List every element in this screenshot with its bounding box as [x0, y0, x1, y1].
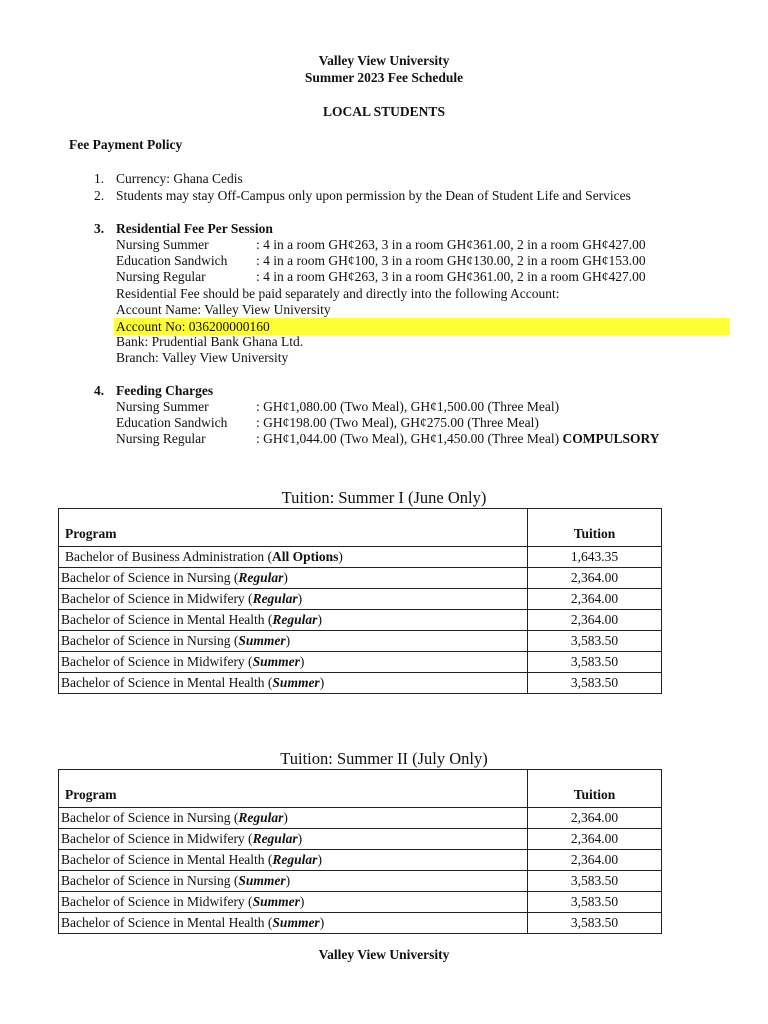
- policy-item-1: [94, 171, 243, 187]
- program-cell: [59, 808, 528, 829]
- program-cell: [59, 610, 528, 631]
- program-close: ): [317, 612, 322, 627]
- feeding-row-label: Nursing Regular: [116, 431, 206, 446]
- program-close: ): [319, 675, 325, 690]
- policy-item-number: 2.: [94, 188, 105, 203]
- table-row: [59, 871, 662, 892]
- program-cell: [59, 673, 528, 694]
- program-name: Bachelor of Science in Midwifery (: [61, 894, 253, 909]
- tuition-cell: 2,364.00: [528, 829, 662, 850]
- table-row: [59, 589, 662, 610]
- program-name: Bachelor of Science in Nursing (: [61, 570, 239, 585]
- program-option: Summer: [272, 675, 320, 690]
- feeding-row-label: Education Sandwich: [116, 415, 228, 430]
- branch-name: Branch: Valley View University: [116, 350, 289, 365]
- program-option: Summer: [272, 915, 320, 930]
- program-option: Regular: [238, 810, 284, 825]
- program-name: Bachelor of Science in Nursing (: [61, 810, 239, 825]
- program-close: ): [297, 831, 303, 846]
- program-cell: [59, 547, 528, 568]
- program-cell: [59, 850, 528, 871]
- program-close: ): [338, 549, 343, 564]
- program-option: Regular: [272, 612, 318, 627]
- program-cell: [59, 589, 528, 610]
- program-cell: [59, 568, 528, 589]
- residential-row-label: Nursing Regular: [116, 269, 206, 284]
- residential-heading: [94, 221, 273, 237]
- tuition-summer-1-title: Tuition: Summer I (June Only): [281, 488, 487, 507]
- program-option: Regular: [238, 570, 284, 585]
- footer-university: Valley View University: [318, 947, 450, 962]
- tuition-cell: 2,364.00: [528, 808, 662, 829]
- policy-item-2: [94, 188, 631, 204]
- residential-number: 3.: [94, 221, 105, 236]
- program-name: Bachelor of Science in Midwifery (: [61, 591, 253, 606]
- tuition-cell: 2,364.00: [528, 589, 662, 610]
- table-row: [59, 652, 662, 673]
- tuition-summer-2-title: Tuition: Summer II (July Only): [280, 749, 488, 768]
- residential-row-value: : 4 in a room GH¢263, 3 in a room GH¢361.00, 2 in a room GH¢427.00: [256, 269, 646, 284]
- table-header-row: [59, 509, 662, 547]
- program-close: ): [285, 873, 291, 888]
- program-name: Bachelor of Science in Mental Health (: [61, 612, 273, 627]
- tuition-cell: 3,583.50: [528, 871, 662, 892]
- table-row: [59, 808, 662, 829]
- table-row: [59, 547, 662, 568]
- program-option: Summer: [252, 894, 300, 909]
- program-option: Regular: [252, 591, 298, 606]
- residential-note: Residential Fee should be paid separately and directly into the following Account:: [116, 286, 560, 301]
- program-close: ): [285, 633, 291, 648]
- program-option: Summer: [252, 654, 300, 669]
- program-close: ): [299, 894, 305, 909]
- program-close: ): [283, 810, 288, 825]
- column-header-program: Program: [59, 770, 528, 808]
- feeding-row-label: Nursing Summer: [116, 399, 209, 414]
- tuition-cell: 3,583.50: [528, 631, 662, 652]
- program-close: ): [317, 852, 322, 867]
- tuition-cell: 2,364.00: [528, 568, 662, 589]
- policy-item-text: Currency: Ghana Cedis: [116, 171, 243, 186]
- policy-item-text: Students may stay Off-Campus only upon permission by the Dean of Student Life and Services: [116, 188, 631, 203]
- column-header-tuition: Tuition: [528, 770, 662, 808]
- table-row: [59, 673, 662, 694]
- feeding-row-value: : GH¢1,080.00 (Two Meal), GH¢1,500.00 (Three Meal): [256, 399, 560, 414]
- program-name: Bachelor of Science in Nursing (: [61, 633, 239, 648]
- feeding-number: 4.: [94, 383, 105, 398]
- account-number: Account No: 036200000160: [114, 318, 730, 335]
- program-cell: [59, 892, 528, 913]
- university-title: Valley View University: [318, 53, 450, 68]
- table-row: [59, 850, 662, 871]
- schedule-title: Summer 2023 Fee Schedule: [304, 70, 464, 85]
- program-name: Bachelor of Science in Midwifery (: [61, 654, 253, 669]
- program-cell: [59, 829, 528, 850]
- column-header-tuition: Tuition: [528, 509, 662, 547]
- program-name: Bachelor of Science in Mental Health (: [61, 675, 273, 690]
- tuition-summer-2-table: [58, 769, 662, 934]
- program-close: ): [283, 570, 288, 585]
- residential-row-label: Nursing Summer: [116, 237, 209, 252]
- program-option: Regular: [252, 831, 298, 846]
- table-row: [59, 892, 662, 913]
- program-cell: [59, 913, 528, 934]
- tuition-cell: 2,364.00: [528, 610, 662, 631]
- tuition-cell: 1,643.35: [528, 547, 662, 568]
- bank-name: Bank: Prudential Bank Ghana Ltd.: [116, 334, 304, 349]
- feeding-heading: [94, 383, 214, 399]
- tuition-cell: 3,583.50: [528, 673, 662, 694]
- program-close: ): [299, 654, 305, 669]
- column-header-program: Program: [59, 509, 528, 547]
- tuition-cell: 2,364.00: [528, 850, 662, 871]
- program-cell: [59, 652, 528, 673]
- table-row: [59, 568, 662, 589]
- table-row: [59, 610, 662, 631]
- program-option: All Options: [271, 549, 339, 564]
- table-header-row: [59, 770, 662, 808]
- tuition-cell: 3,583.50: [528, 652, 662, 673]
- tuition-cell: 3,583.50: [528, 892, 662, 913]
- program-close: ): [319, 915, 325, 930]
- table-row: [59, 631, 662, 652]
- residential-row-value: : 4 in a room GH¢100, 3 in a room GH¢130.00, 2 in a room GH¢153.00: [256, 253, 646, 268]
- policy-title: Fee Payment Policy: [69, 137, 183, 152]
- program-name: Bachelor of Business Administration (: [65, 549, 272, 564]
- feeding-row-value: [256, 431, 660, 447]
- program-option: Regular: [272, 852, 318, 867]
- account-name: Account Name: Valley View University: [116, 302, 331, 317]
- policy-item-number: 1.: [94, 171, 105, 186]
- residential-row-value: : 4 in a room GH¢263, 3 in a room GH¢361.00, 2 in a room GH¢427.00: [256, 237, 646, 252]
- tuition-cell: 3,583.50: [528, 913, 662, 934]
- tuition-summer-1-table: [58, 508, 662, 694]
- program-name: Bachelor of Science in Mental Health (: [61, 852, 273, 867]
- feeding-row-value: : GH¢198.00 (Two Meal), GH¢275.00 (Three Meal): [256, 415, 539, 430]
- program-option: Summer: [238, 873, 286, 888]
- program-option: Summer: [238, 633, 286, 648]
- table-row: [59, 913, 662, 934]
- residential-row-label: Education Sandwich: [116, 253, 228, 268]
- feeding-title: Feeding Charges: [116, 383, 214, 398]
- program-cell: [59, 631, 528, 652]
- program-cell: [59, 871, 528, 892]
- program-close: ): [297, 591, 303, 606]
- section-title: LOCAL STUDENTS: [323, 104, 445, 119]
- residential-title: Residential Fee Per Session: [116, 221, 273, 236]
- feeding-row-value-text: : GH¢1,044.00 (Two Meal), GH¢1,450.00 (Three Meal): [256, 431, 560, 446]
- program-name: Bachelor of Science in Midwifery (: [61, 831, 253, 846]
- program-name: Bachelor of Science in Mental Health (: [61, 915, 273, 930]
- program-name: Bachelor of Science in Nursing (: [61, 873, 239, 888]
- table-row: [59, 829, 662, 850]
- compulsory-label: COMPULSORY: [562, 431, 660, 446]
